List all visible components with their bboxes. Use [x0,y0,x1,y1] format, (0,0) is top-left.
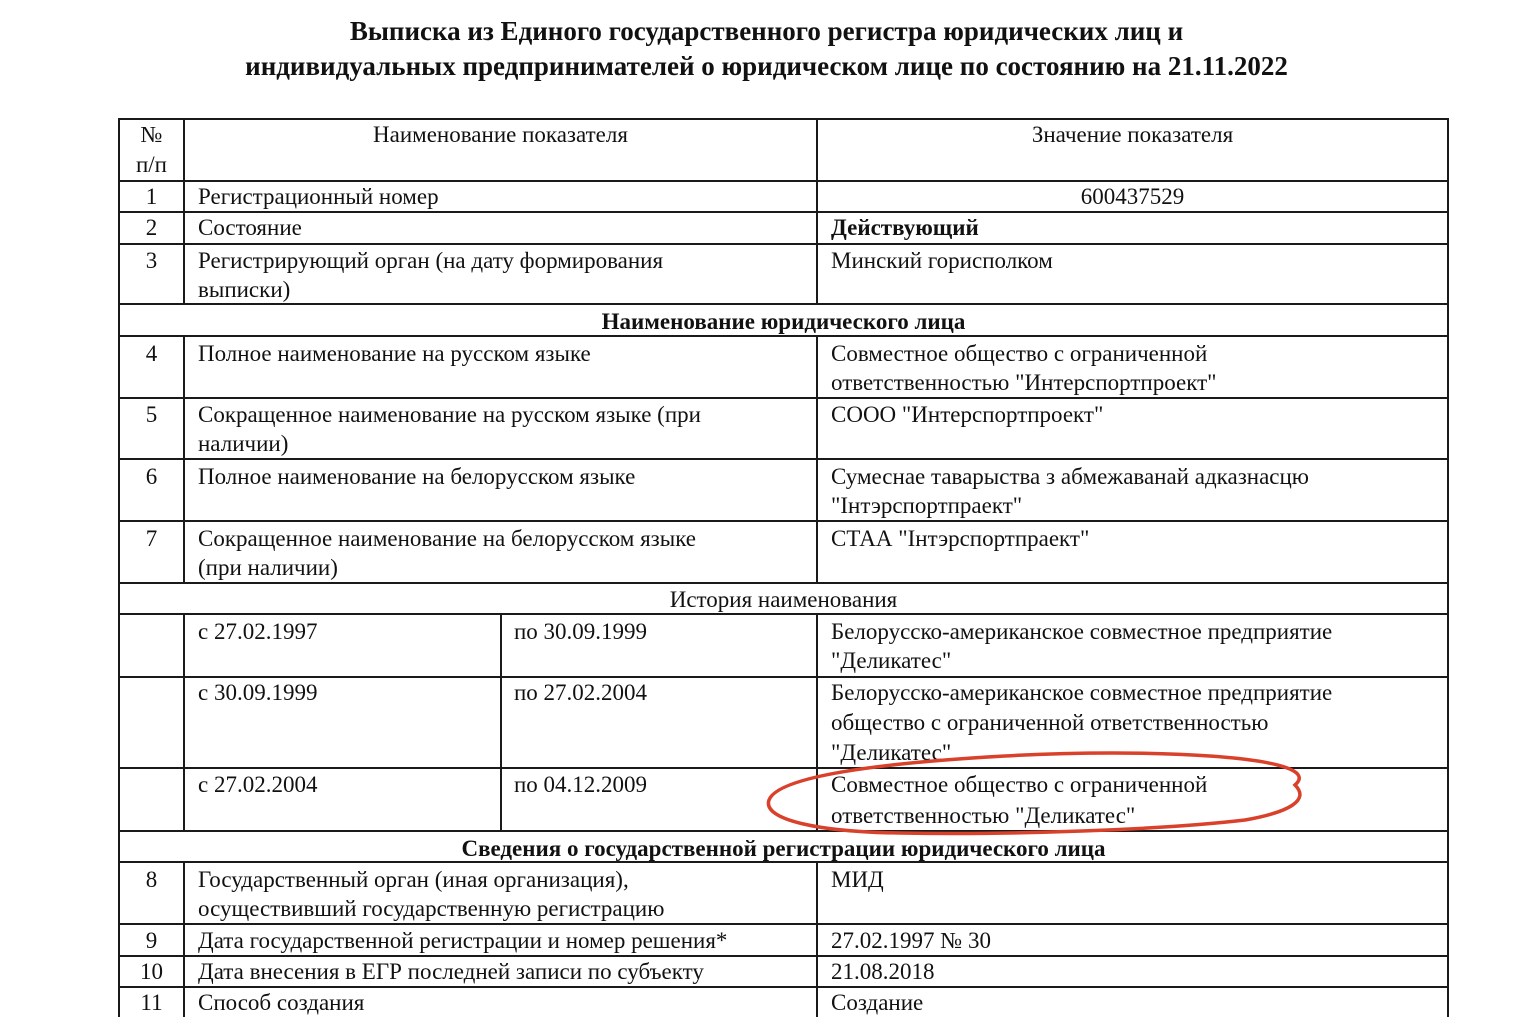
row-value: МИД [831,867,884,892]
table-line-row6-bottom [118,520,1449,522]
history-name-line-2: "Деликатес" [831,648,952,673]
row-label: Регистрационный номер [198,184,439,209]
row-number: 4 [145,341,158,366]
table-line-history2-bottom [118,767,1449,769]
table-line-row3-bottom [118,303,1449,305]
row-value: СТАА "Інтэрспортпраект" [831,526,1090,551]
row-value: 21.08.2018 [831,959,935,984]
row-label-line-1: Государственный орган (иная организация), [198,867,629,892]
col-sep-num-c [183,613,185,831]
row-number: 6 [145,464,158,489]
row-number: 2 [145,215,158,240]
row-label: Способ создания [198,990,365,1015]
row-value: 27.02.1997 № 30 [831,928,991,953]
table-line-history3-bottom [118,830,1449,832]
document-title [0,14,1533,84]
row-label-line-2: осуществивший государственную регистрацию [198,896,665,921]
row-label: Дата государственной регистрации и номер решения* [198,928,728,953]
history-name-line-2: ответственностью "Деликатес" [831,803,1136,828]
row-value-line-2: "Інтэрспортпраект" [831,493,1023,518]
document-title-line-2: индивидуальных предпринимателей о юридическом лице по состоянию на 21.11.2022 [245,51,1288,81]
table-border-right [1447,118,1449,1017]
row-value: Создание [831,990,924,1015]
history-to-date: по 04.12.2009 [514,772,648,797]
history-to-date: по 30.09.1999 [514,619,648,644]
history-name-line-1: Совместное общество с ограниченной [831,772,1208,797]
section-heading-name: Наименование юридического лица [601,309,966,334]
history-from-date: с 27.02.2004 [198,772,318,797]
row-number: 3 [145,248,158,273]
row-value-line-1: Совместное общество с ограниченной [831,341,1208,366]
row-label: Дата внесения в ЕГР последней записи по субъекту [198,959,704,984]
header-num-line-2: п/п [135,152,167,177]
history-from-date: с 30.09.1999 [198,680,318,705]
row-number: 5 [145,402,158,427]
col-sep-value-c [816,613,818,831]
history-name-line-1: Белорусско-американское совместное предприятие [831,619,1333,644]
header-name: Наименование показателя [373,122,628,147]
row-number: 9 [145,928,158,953]
row-label: Полное наименование на белорусском языке [198,464,636,489]
row-label: Состояние [198,215,302,240]
table-line-row8-bottom [118,923,1449,925]
row-number: 10 [140,959,163,984]
status-value: Действующий [831,215,979,240]
table-line-row5-bottom [118,458,1449,460]
col-sep-value-d [816,861,818,1017]
row-label-line-1: Сокращенное наименование на русском языке (при [198,402,701,427]
history-from-date: с 27.02.1997 [198,619,318,644]
col-sep-value-b [816,335,818,583]
row-value-line-2: ответственностью "Интерспортпроект" [831,370,1217,395]
col-sep-num-d [183,861,185,1017]
header-num-line-1: № [140,122,163,147]
row-label-line-1: Регистрирующий орган (на дату формирования [198,248,664,273]
history-name-line-2: общество с ограниченной ответственностью [831,710,1269,735]
document-title-line-1: Выписка из Единого государственного регистра юридических лиц и [349,16,1184,46]
row-value: 600437529 [1080,184,1185,209]
col-sep-num-b [183,335,185,583]
row-value: Минский горисполком [831,248,1053,273]
row-number: 1 [145,184,158,209]
table-line-row1-bottom [118,211,1449,213]
table-line-row2-bottom [118,243,1449,245]
section-heading-registration: Сведения о государственной регистрации юридического лица [461,836,1106,861]
row-label-line-2: (при наличии) [198,555,338,580]
row-number: 8 [145,867,158,892]
history-to-date: по 27.02.2004 [514,680,648,705]
history-name-line-1: Белорусско-американское совместное предприятие [831,680,1333,705]
history-heading: История наименования [669,587,898,612]
row-value-line-1: Сумеснае таварыства з абмежаванай адказнасцю [831,464,1309,489]
table-line-row7-bottom [118,582,1449,584]
table-line-row4-bottom [118,397,1449,399]
row-label-line-2: наличии) [198,431,289,456]
history-name-line-3: "Деликатес" [831,740,952,765]
col-sep-history-dates [500,613,502,831]
row-label-line-1: Сокращенное наименование на белорусском языке [198,526,697,551]
row-label: Полное наименование на русском языке [198,341,591,366]
row-number: 7 [145,526,158,551]
row-value: СООО "Интерспортпроект" [831,402,1104,427]
row-number: 11 [140,990,163,1015]
header-value: Значение показателя [1031,122,1234,147]
row-label-line-2: выписки) [198,277,291,302]
